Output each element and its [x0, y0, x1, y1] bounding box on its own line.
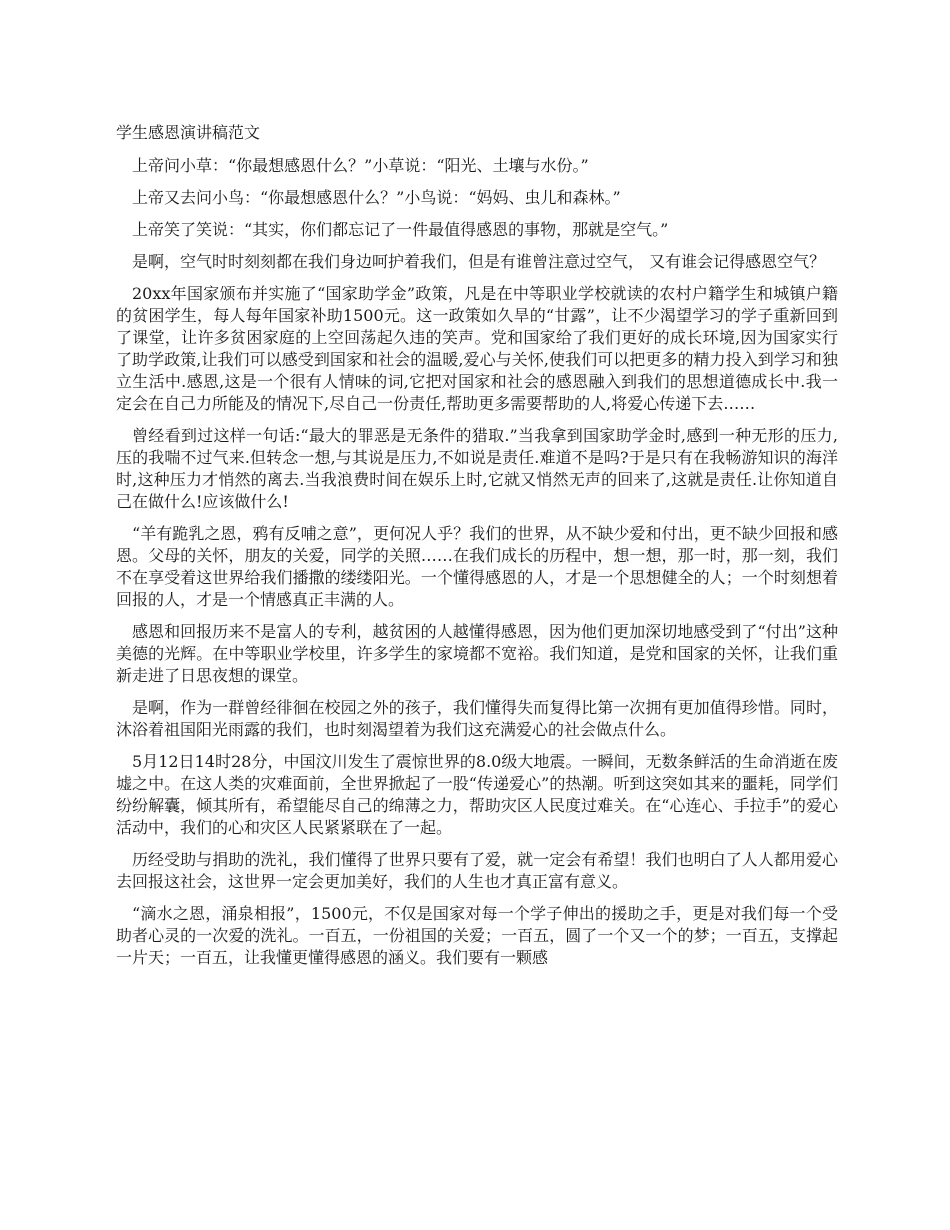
paragraph: 感恩和回报历来不是富人的专利，越贫困的人越懂得感恩，因为他们更加深切地感受到了“付出”这种美德的光辉。在中等职业学校里，许多学生的家境都不宽裕。我们知道，是党和国家的关怀，让我们重新走进了日思夜想的课堂。	[116, 622, 838, 685]
document-title: 学生感恩演讲稿范文	[116, 123, 261, 142]
paragraph: 5月12日14时28分，中国汶川发生了震惊世界的8.0级大地震。一瞬间，无数条鲜活的生命消逝在废墟之中。在这人类的灾难面前，全世界掀起了一股“传递爱心”的热潮。听到这突如其来的噩耗，同学们纷纷解囊，倾其所有，希望能尽自己的绵薄之力，帮助灾区人民度过难关。在“心连心、手拉手”的爱心活动中，我们的心和灾区人民紧紧联在了一起。	[116, 752, 838, 837]
paragraph: 是啊，作为一群曾经徘徊在校园之外的孩子，我们懂得失而复得比第一次拥有更加值得珍惜。同时，沐浴着祖国阳光雨露的我们，也时刻渴望着为我们这充满爱心的社会做点什么。	[116, 698, 838, 739]
paragraph: “滴水之恩，涌泉相报”，1500元，不仅是国家对每一个学子伸出的援助之手，更是对我们每一个受助者心灵的一次爱的洗礼。一百五，一份祖国的关爱；一百五，圆了一个又一个的梦；一百五，支撑起一片天；一百五，让我懂更懂得感恩的涵义。我们要有一颗感	[116, 904, 838, 967]
paragraph: 是啊，空气时时刻刻都在我们身边呵护着我们，但是有谁曾注意过空气， 又有谁会记得感恩空气？	[132, 252, 826, 271]
paragraph: 上帝问小草：“你最想感恩什么？”小草说：“阳光、土壤与水份。”	[132, 156, 589, 175]
paragraph: 历经受助与捐助的洗礼，我们懂得了世界只要有了爱，就一定会有希望！我们也明白了人人都用爱心去回报这社会，这世界一定会更加美好，我们的人生也才真正富有意义。	[116, 850, 838, 891]
paragraph: “羊有跪乳之恩，鸦有反哺之意”，更何况人乎？我们的世界，从不缺少爱和付出，更不缺少回报和感恩。父母的关怀，朋友的关爱，同学的关照……在我们成长的历程中，想一想，那一时，那一刻，我们不在享受着这世界给我们播撒的缕缕阳光。一个懂得感恩的人，才是一个思想健全的人；一个时刻想着回报的人，才是一个情感真正丰满的人。	[116, 524, 838, 609]
document-page	[116, 121, 838, 979]
paragraph: 上帝又去问小鸟：“你最想感恩什么？”小鸟说：“妈妈、虫儿和森林。”	[132, 188, 621, 207]
paragraph: 20xx年国家颁布并实施了“国家助学金”政策，凡是在中等职业学校就读的农村户籍学生和城镇户籍的贫困学生，每人每年国家补助1500元。这一政策如久旱的“甘露”，让不少渴望学习的学子重新回到了课堂，让许多贫困家庭的上空回荡起久违的笑声。党和国家给了我们更好的成长环境,因为国家实行了助学政策,让我们可以感受到国家和社会的温暖,爱心与关怀,使我们可以把更多的精力投入到学习和独立生活中.感恩,这是一个很有人情味的词,它把对国家和社会的感恩融入到我们的思想道德成长中.我一定会在自己力所能及的情况下,尽自己一份责任,帮助更多需要帮助的人,将爱心传递下去……	[116, 284, 838, 413]
paragraph: 上帝笑了笑说：“其实，你们都忘记了一件最值得感恩的事物，那就是空气。”	[132, 220, 669, 239]
paragraph: 曾经看到过这样一句话:“最大的罪恶是无条件的猎取.”当我拿到国家助学金时,感到一种无形的压力,压的我喘不过气来.但转念一想,与其说是压力,不如说是责任.难道不是吗?于是只有在我畅游知识的海洋时,这种压力才悄然的离去.当我浪费时间在娱乐上时,它就又悄然无声的回来了,这就是责任.让你知道自己在做什么!应该做什么!	[116, 426, 838, 511]
